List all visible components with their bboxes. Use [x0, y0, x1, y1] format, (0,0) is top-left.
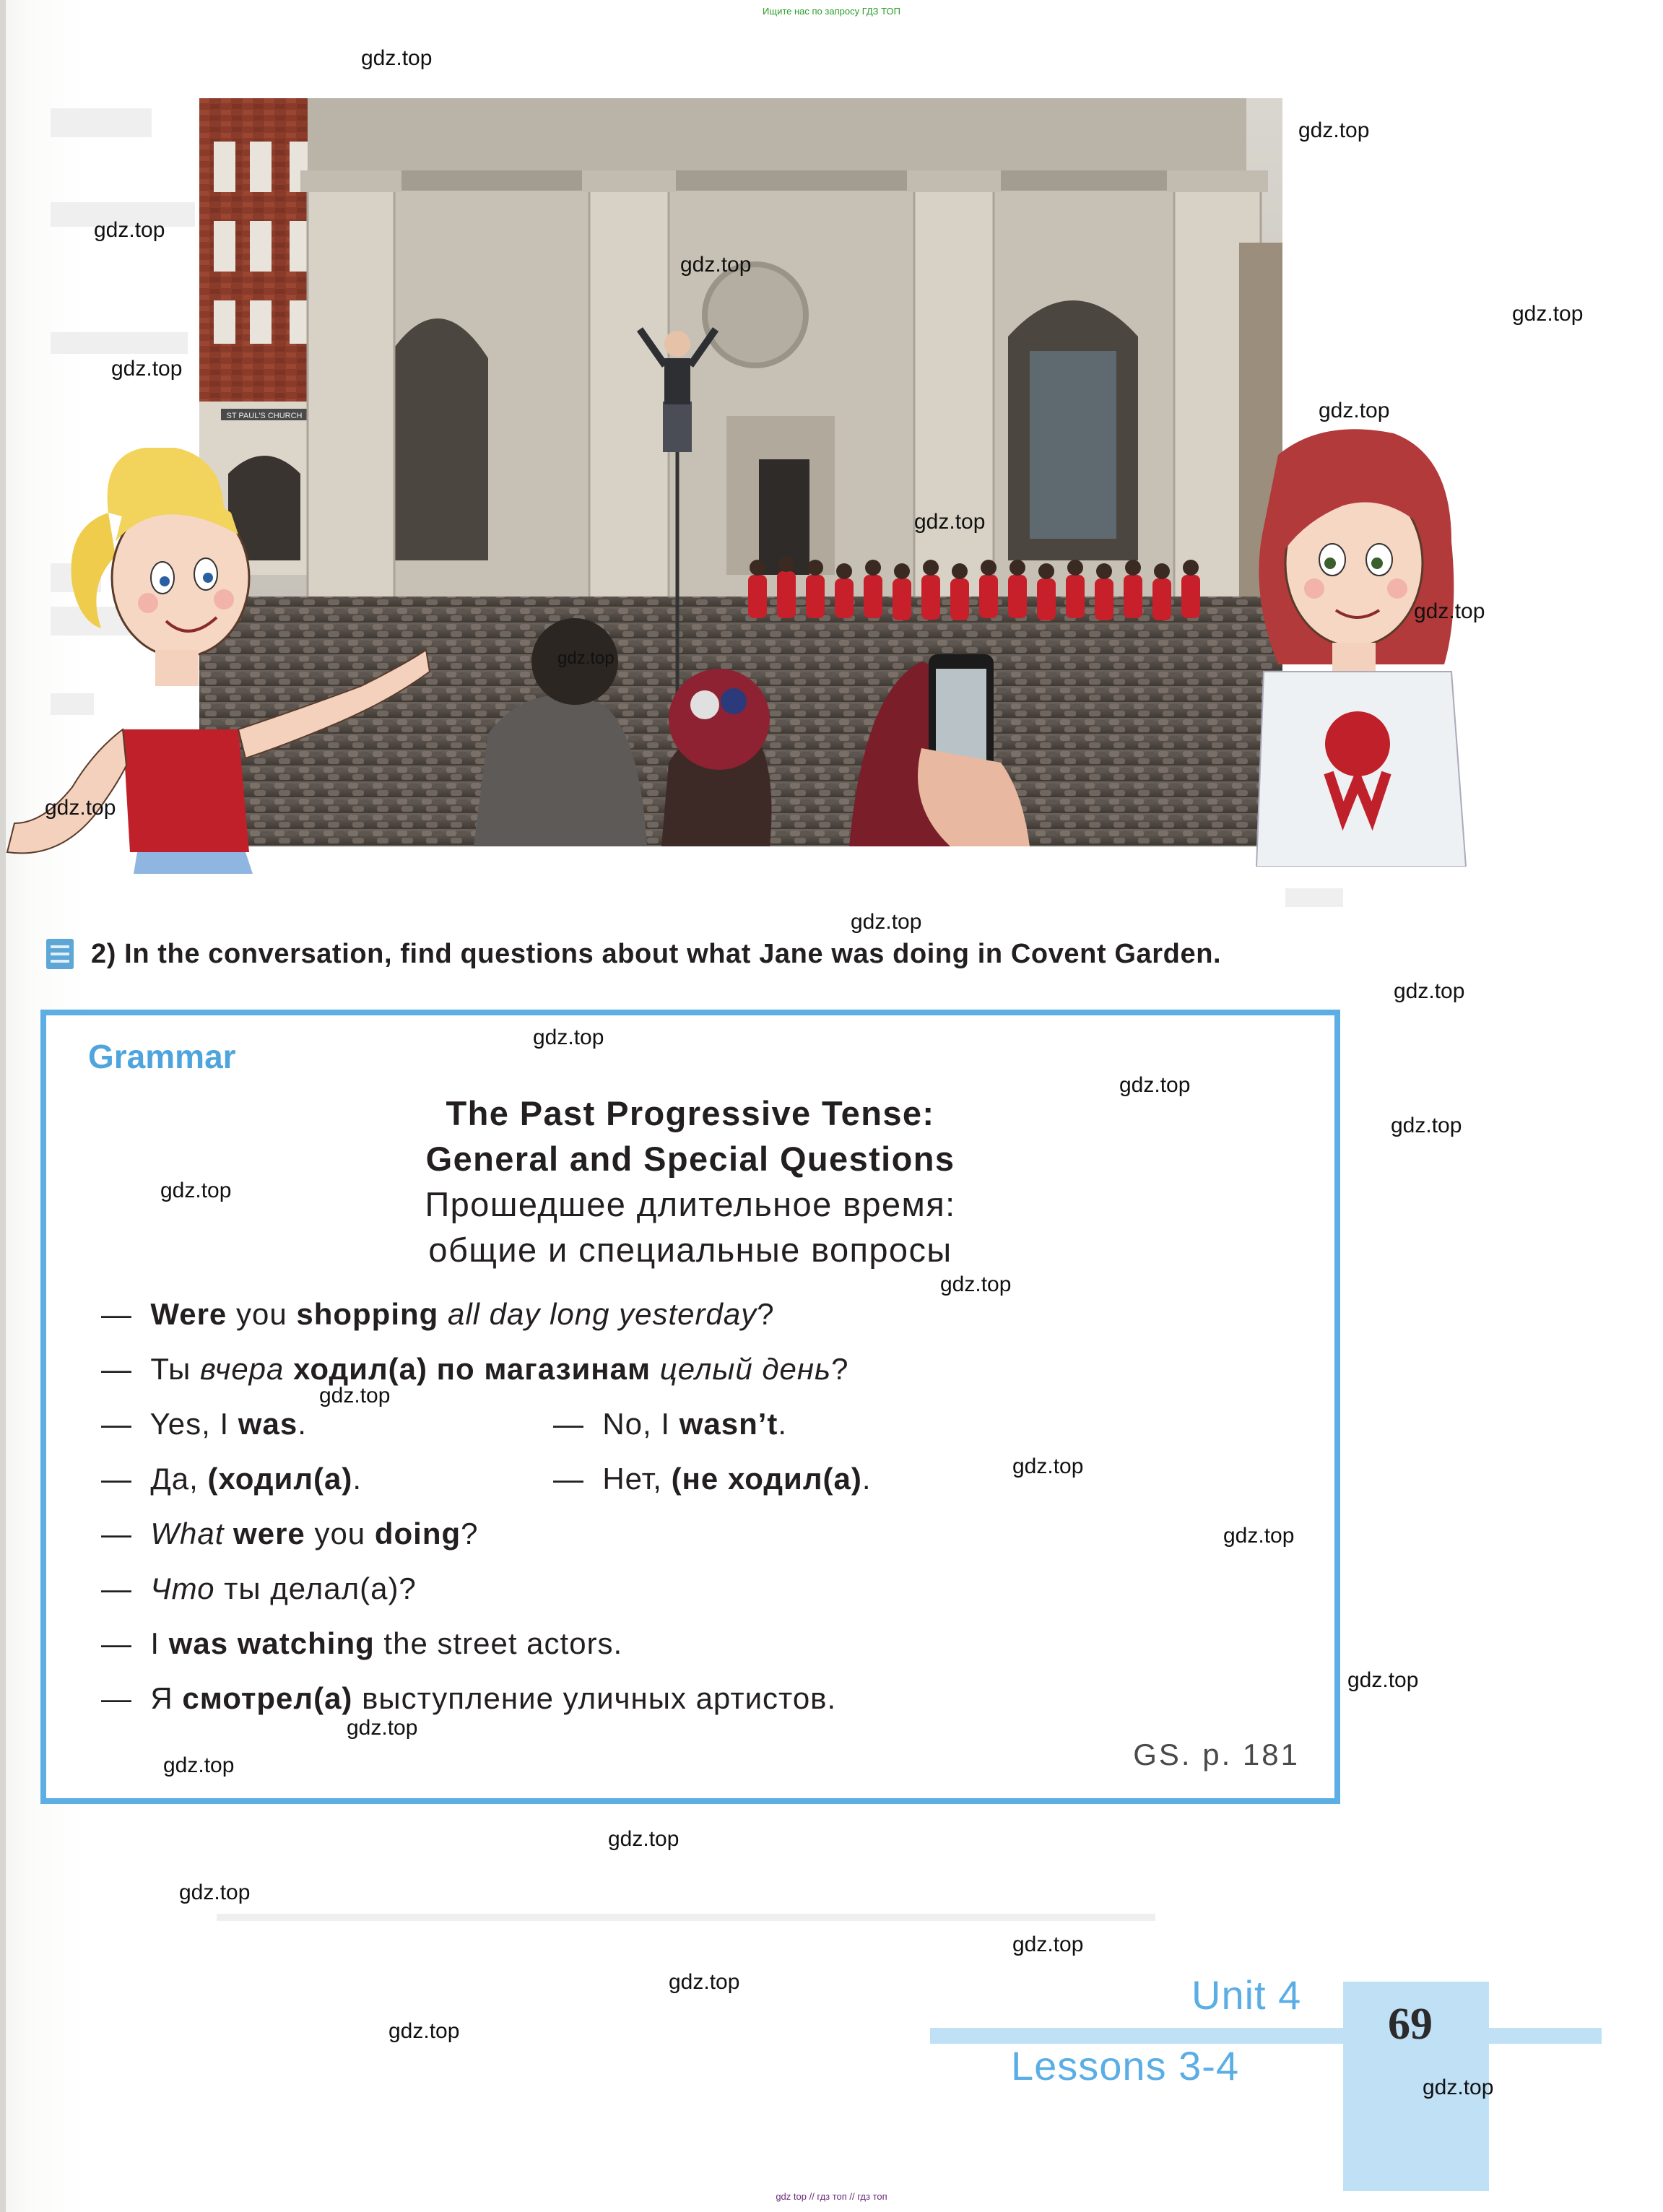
cartoon-girl-right-illustration	[1235, 426, 1473, 867]
answer-no-en	[553, 1407, 787, 1441]
watermark: gdz.top	[1012, 1933, 1084, 1956]
word-ty: Ты	[150, 1352, 201, 1386]
list-icon	[46, 939, 74, 969]
dash: —	[101, 1407, 132, 1441]
punct: ?	[831, 1352, 849, 1386]
grammar-title-ru-2: общие и специальные вопросы	[428, 1231, 952, 1269]
answer-bold: (не ходил(а)	[671, 1462, 862, 1496]
watermark: gdz.top	[851, 910, 922, 934]
example-question-2-en	[101, 1517, 479, 1551]
word-vchera: вчера	[200, 1352, 285, 1386]
watermark: gdz.top	[94, 218, 165, 242]
word-doing: doing	[374, 1517, 461, 1550]
watermark: gdz.top	[1414, 599, 1485, 623]
watermark: gdz.top	[669, 1970, 740, 1994]
example-question-2-ru	[101, 1571, 417, 1606]
watermark: gdz.top	[388, 2019, 460, 2043]
answer-rest: the street actors.	[374, 1626, 623, 1660]
grammar-title-ru-1: Прошедшее длительное время:	[425, 1185, 956, 1223]
punct: .	[861, 1462, 872, 1496]
phrase-hodil: ходил(а) по магазинам	[284, 1352, 651, 1386]
watermark: gdz.top	[1223, 1524, 1295, 1548]
watermark: gdz.top	[1319, 399, 1390, 422]
punct: .	[298, 1407, 307, 1441]
punct: .	[352, 1462, 362, 1496]
watermark: gdz.top	[347, 1716, 418, 1740]
word-i: I	[150, 1626, 169, 1660]
grammar-title-en-2: General and Special Questions	[425, 1140, 955, 1178]
word-you: you	[305, 1517, 375, 1550]
answer-text: Нет,	[602, 1462, 672, 1496]
dash: —	[101, 1571, 132, 1605]
dash: —	[101, 1626, 132, 1660]
answer-bold: was	[238, 1407, 298, 1441]
answer-bold: wasn’t	[679, 1407, 778, 1441]
watermark: gdz.top	[1298, 118, 1370, 142]
answer-rest: выступление уличных артистов.	[352, 1681, 837, 1715]
word-chto: Что	[150, 1571, 215, 1605]
watermark: gdz.top	[45, 796, 116, 820]
watermark: gdz.top	[608, 1827, 679, 1851]
dash: —	[553, 1462, 584, 1496]
watermark: gdz.top	[533, 1025, 604, 1049]
watermark: gdz.top	[1423, 2076, 1494, 2099]
answer-text: Yes, I	[149, 1407, 238, 1441]
example-question-1-en	[101, 1297, 775, 1332]
answer-yes-en	[101, 1407, 307, 1441]
watermark: gdz.top	[557, 649, 615, 668]
word-ya: Я	[150, 1681, 183, 1715]
phrase-all-day: all day long yesterday	[438, 1297, 757, 1331]
watermark: gdz.top	[111, 357, 183, 381]
watermark: gdz.top	[1119, 1073, 1191, 1097]
watermark: gdz.top	[940, 1272, 1012, 1296]
dash: —	[101, 1517, 132, 1550]
lessons-label: Lessons 3-4	[1011, 2043, 1240, 2089]
word-you: you	[227, 1297, 297, 1331]
watermark: gdz.top	[680, 253, 752, 277]
word-were: Were	[150, 1297, 227, 1331]
watermark: gdz.top	[160, 1179, 232, 1202]
punct: .	[778, 1407, 788, 1441]
exercise-2	[46, 936, 1221, 972]
unit-label: Unit 4	[1191, 1972, 1302, 2018]
dash: —	[101, 1681, 132, 1715]
watermark: gdz.top	[319, 1384, 391, 1408]
top-note: Ищите нас по запросу ГДЗ ТОП	[763, 6, 900, 17]
answer-no-ru	[553, 1462, 872, 1496]
unit-stripe	[930, 2028, 1602, 2044]
watermark: gdz.top	[163, 1753, 235, 1777]
watermark: gdz.top	[1347, 1668, 1419, 1692]
grammar-box	[40, 1010, 1340, 1804]
dash: —	[101, 1462, 132, 1496]
dash: —	[553, 1407, 584, 1441]
watermark: gdz.top	[179, 1881, 251, 1904]
church-sign: ST PAUL'S CHURCH	[226, 412, 303, 420]
dash: —	[101, 1297, 132, 1331]
grammar-title-en-1: The Past Progressive Tense:	[446, 1094, 935, 1132]
example-answer-2-en	[101, 1626, 622, 1661]
exercise-text: In the conversation, find questions about what Jane was doing in Covent Garden.	[124, 938, 1222, 969]
example-answer-2-ru	[101, 1681, 836, 1716]
answer-yes-ru	[101, 1462, 362, 1496]
dash: —	[101, 1352, 132, 1386]
word-what: What	[150, 1517, 225, 1550]
punct: ?	[461, 1517, 479, 1550]
page-number: 69	[1388, 2000, 1433, 2049]
word-were: were	[224, 1517, 305, 1550]
watermark: gdz.top	[361, 46, 433, 70]
phrase-was-watching: was watching	[168, 1626, 375, 1660]
grammar-label: Grammar	[88, 1038, 236, 1075]
answer-text: Да,	[150, 1462, 208, 1496]
answer-bold: (ходил(а)	[207, 1462, 353, 1496]
punct: ?	[757, 1297, 775, 1331]
watermark: gdz.top	[1394, 979, 1465, 1003]
bottom-note: gdz top // гдз топ // гдз топ	[776, 2191, 887, 2202]
grammar-reference: GS. p. 181	[1133, 1738, 1300, 1771]
exercise-instruction	[91, 939, 1221, 970]
watermark: gdz.top	[1391, 1114, 1462, 1137]
watermark: gdz.top	[914, 510, 986, 534]
example-question-1-ru	[101, 1352, 848, 1387]
word-smotrel: смотрел(а)	[182, 1681, 353, 1715]
watermark: gdz.top	[1512, 302, 1584, 326]
watermark: gdz.top	[1012, 1454, 1084, 1478]
question-rest: ты делал(а)?	[214, 1571, 417, 1605]
exercise-number: 2)	[91, 938, 116, 969]
answer-text: No, I	[602, 1407, 679, 1441]
phrase-den: целый день	[651, 1352, 832, 1386]
word-shopping: shopping	[296, 1297, 439, 1331]
